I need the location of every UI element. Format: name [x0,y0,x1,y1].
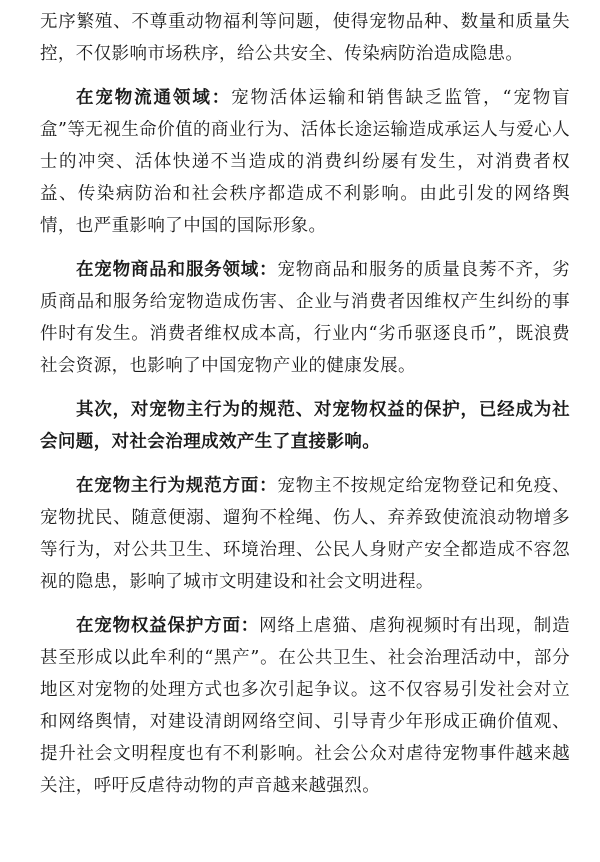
paragraph-goods-services [40,254,570,382]
paragraph-text: 其次，对宠物主行为的规范、对宠物权益的保护，已经成为社会问题，对社会治理成效产生了直接影响。 [40,400,570,452]
paragraph-text: 宠物活体运输和销售缺乏监管，“宠物盲盒”等无视生命价值的商业行为、活体长途运输造成承运人与爱心人士的冲突、活体快递不当造成的消费纠纷屡有发生，对消费者权益、传染病防治和社会秩序都造成不利影响。由此引发的网络舆情，也严重影响了中国的国际形象。 [40,88,570,236]
paragraph-text: 网络上虐猫、虐狗视频时有出现，制造甚至形成以此牟利的“黑产”。在公共卫生、社会治理活动中，部分地区对宠物的处理方式也多次引起争议。这不仅容易引发社会对立和网络舆情，对建设清朗网络空间、引导青少年形成正确价值观、提升社会文明程度也有不利影响。社会公众对虐待宠物事件越来越关注，呼吁反虐待动物的声音越来越强烈。 [40,616,571,796]
paragraph-text: 无序繁殖、不尊重动物福利等问题，使得宠物品种、数量和质量失控，不仅影响市场秩序，给公共安全、传染病防治造成隐患。 [40,12,570,64]
paragraph-label: 在宠物商品和服务领域： [76,260,278,280]
paragraph-label: 在宠物权益保护方面： [76,616,260,636]
paragraph-label: 在宠物流通领域： [76,88,232,108]
paragraph-owner-behavior [40,470,570,598]
paragraph-continuation [40,6,570,70]
paragraph-section-heading [40,394,570,458]
paragraph-rights-protection [40,610,570,802]
paragraph-text: 宠物主不按规定给宠物登记和免疫、宠物扰民、随意便溺、遛狗不栓绳、伤人、弃养致使流浪动物增多等行为，对公共卫生、环境治理、公民人身财产安全都造成不容忽视的隐患，影响了城市文明建设和社会文明进程。 [40,476,570,592]
paragraph-circulation [40,82,570,242]
paragraph-label: 在宠物主行为规范方面： [76,476,278,496]
paragraph-text: 宠物商品和服务的质量良莠不齐，劣质商品和服务给宠物造成伤害、企业与消费者因维权产生纠纷的事件时有发生。消费者维权成本高，行业内“劣币驱逐良币”，既浪费社会资源，也影响了中国宠物产业的健康发展。 [40,260,570,376]
